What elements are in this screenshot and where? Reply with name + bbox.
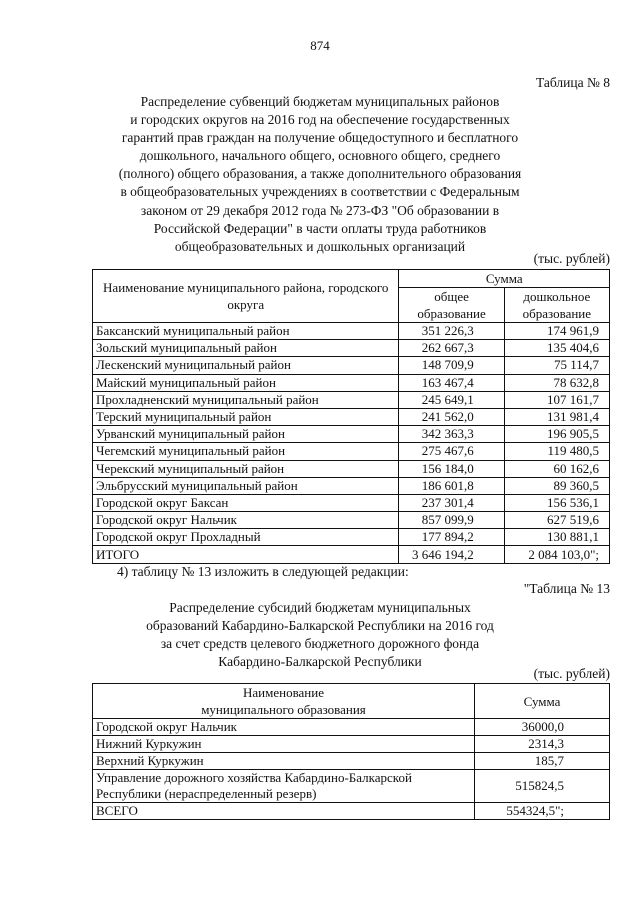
title-line: за счет средств целевого бюджетного дорожного фонда — [160, 636, 480, 652]
row-name-cell: Чегемский муниципальный район — [93, 443, 399, 460]
title-line: законом от 29 декабря 2012 года № 273-ФЗ "Об образовании в — [140, 202, 500, 218]
row-name-cell: Эльбрусский муниципальный район — [93, 477, 399, 494]
table13-units: (тыс. рублей) — [533, 666, 610, 681]
row-preschool-cell: 130 881,1 — [504, 529, 609, 546]
row-general-cell: 262 667,3 — [399, 340, 504, 357]
row-name-cell: ИТОГО — [93, 546, 399, 563]
row-preschool-cell: 60 162,6 — [504, 460, 609, 477]
row-general-cell: 275 467,6 — [399, 443, 504, 460]
row-preschool-cell: 156 536,1 — [504, 494, 609, 511]
row-name-cell: Урванский муниципальный район — [93, 426, 399, 443]
table-row — [93, 546, 610, 563]
table-row — [93, 529, 610, 546]
header-preschool: дошкольное образование — [504, 288, 609, 323]
instruction-text: 4) таблицу № 13 изложить в следующей редакции: — [117, 564, 409, 579]
table-row — [93, 391, 610, 408]
row-name-line: Республики (нераспределенный резерв) — [96, 786, 317, 801]
row-name-cell: Лескенский муниципальный район — [93, 357, 399, 374]
table-row — [93, 477, 610, 494]
table-row — [93, 443, 610, 460]
row-sum-cell: 2314,3 — [475, 736, 610, 753]
row-name-cell: Городской округ Нальчик — [93, 512, 399, 529]
table-row — [93, 719, 610, 736]
table8-title — [70, 93, 570, 256]
row-preschool-cell: 135 404,6 — [504, 340, 609, 357]
row-sum-cell: 515824,5 — [475, 770, 610, 803]
title-line: (полного) общего образования, а также дополнительного образования — [118, 166, 522, 182]
table-row — [93, 340, 610, 357]
table-row — [93, 753, 610, 770]
header-name-line: Наименование — [243, 685, 324, 700]
table13-title — [70, 599, 570, 671]
table-header-row — [93, 684, 610, 719]
row-name-cell: Прохладненский муниципальный район — [93, 391, 399, 408]
table8-label: Таблица № 8 — [536, 75, 610, 90]
title-line: Российской Федерации" в части оплаты труда работников — [153, 220, 487, 236]
title-line: в общеобразовательных учреждениях в соответствии с Федеральным — [120, 184, 520, 200]
table8 — [92, 269, 610, 564]
row-general-cell: 186 601,8 — [399, 477, 504, 494]
header-name-col: Наименование муниципального района, городского округа — [93, 270, 399, 323]
row-preschool-cell: 196 905,5 — [504, 426, 609, 443]
table-row — [93, 460, 610, 477]
row-general-cell: 237 301,4 — [399, 494, 504, 511]
row-general-cell: 245 649,1 — [399, 391, 504, 408]
row-general-cell: 163 467,4 — [399, 374, 504, 391]
row-name-cell: ВСЕГО — [93, 803, 475, 820]
row-preschool-cell: 75 114,7 — [504, 357, 609, 374]
row-general-cell: 177 894,2 — [399, 529, 504, 546]
row-general-cell: 148 709,9 — [399, 357, 504, 374]
table-row — [93, 736, 610, 753]
page-number: 874 — [310, 38, 330, 53]
row-name-cell: Баксанский муниципальный район — [93, 323, 399, 340]
title-line: гарантий прав граждан на получение общедоступного и бесплатного — [121, 130, 519, 146]
row-sum-cell: 185,7 — [475, 753, 610, 770]
row-sum-cell: 36000,0 — [475, 719, 610, 736]
row-general-cell: 3 646 194,2 — [399, 546, 504, 563]
table-row — [93, 323, 610, 340]
row-preschool-cell: 78 632,8 — [504, 374, 609, 391]
row-preschool-cell: 119 480,5 — [504, 443, 609, 460]
table8-units: (тыс. рублей) — [533, 251, 610, 266]
table-header-row — [93, 270, 610, 288]
row-name-cell: Городской округ Прохладный — [93, 529, 399, 546]
row-name-cell: Терский муниципальный район — [93, 408, 399, 425]
row-preschool-cell: 627 519,6 — [504, 512, 609, 529]
row-general-cell: 857 099,9 — [399, 512, 504, 529]
title-line: Распределение субсидий бюджетам муниципальных — [169, 600, 471, 615]
row-name-line: Управление дорожного хозяйства Кабардино-Балкарской — [96, 770, 412, 785]
row-preschool-cell: 107 161,7 — [504, 391, 609, 408]
row-general-cell: 342 363,3 — [399, 426, 504, 443]
row-name-cell: Городской округ Нальчик — [93, 719, 475, 736]
title-line: общеобразовательных и дошкольных организаций — [174, 238, 466, 254]
title-line: и городских округов на 2016 год на обеспечение государственных — [130, 112, 510, 128]
title-line: Распределение субвенций бюджетам муниципальных районов — [140, 94, 500, 109]
row-name-cell: Нижний Куркужин — [93, 736, 475, 753]
row-name-cell: Зольский муниципальный район — [93, 340, 399, 357]
row-name-cell: Черекский муниципальный район — [93, 460, 399, 477]
row-name-cell: Верхний Куркужин — [93, 753, 475, 770]
header-sum: Сумма — [475, 684, 610, 719]
row-general-cell: 351 226,3 — [399, 323, 504, 340]
table-row — [93, 494, 610, 511]
table-row — [93, 408, 610, 425]
table-row — [93, 770, 610, 803]
table-row — [93, 357, 610, 374]
row-preschool-cell: 89 360,5 — [504, 477, 609, 494]
header-general: общее образование — [399, 288, 504, 323]
row-preschool-cell: 131 981,4 — [504, 408, 609, 425]
row-name-cell — [93, 770, 475, 803]
table13 — [92, 683, 610, 820]
row-sum-cell: 554324,5"; — [475, 803, 610, 820]
row-name-cell: Майский муниципальный район — [93, 374, 399, 391]
row-preschool-cell: 2 084 103,0"; — [504, 546, 609, 563]
header-name-line: муниципального образования — [201, 702, 366, 717]
row-general-cell: 156 184,0 — [399, 460, 504, 477]
title-line: образований Кабардино-Балкарской Республики на 2016 год — [146, 618, 494, 634]
header-name-col — [93, 684, 475, 719]
title-line: дошкольного, начального общего, основного общего, среднего — [139, 148, 501, 164]
header-sum: Сумма — [399, 270, 610, 288]
table-row — [93, 374, 610, 391]
table-row — [93, 803, 610, 820]
table13-label: "Таблица № 13 — [523, 581, 610, 596]
row-name-cell: Городской округ Баксан — [93, 494, 399, 511]
table-row — [93, 426, 610, 443]
row-preschool-cell: 174 961,9 — [504, 323, 609, 340]
row-general-cell: 241 562,0 — [399, 408, 504, 425]
title-line: Кабардино-Балкарской Республики — [218, 654, 422, 670]
table-row — [93, 512, 610, 529]
